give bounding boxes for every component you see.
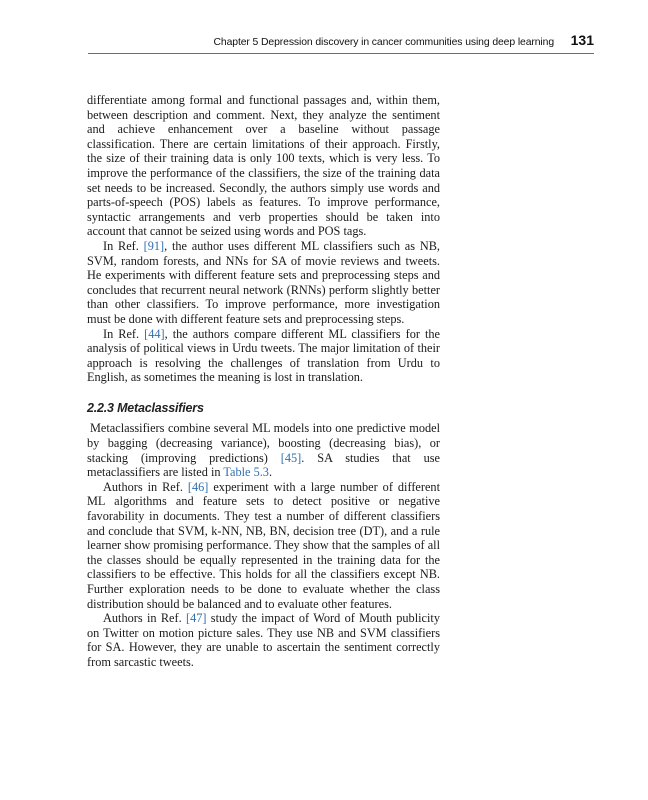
text-run: , the authors compare different ML classifiers for the analysis of political views in Urdu tweets. The major limitation of their approach is resolving the challenges of translation from Urdu to English, as sometimes the meaning is lost in translation.: [87, 326, 440, 385]
paragraph-ref-91: [87, 239, 440, 327]
text-run: In Ref.: [103, 238, 144, 253]
text-run: Authors in Ref.: [103, 611, 186, 626]
chapter-title: Chapter 5 Depression discovery in cancer communities using deep learning: [213, 37, 554, 48]
paragraph-ref-47: [87, 611, 440, 669]
text-run: experiment with a large number of different ML algorithms and feature sets to detect positive or negative favorability in documents. They test a number of different classifiers and conclude that SVM, k-NN, NB, BN, decision tree (DT), and a rule learner show promising performance. They show that the samples of all the classes should be equally represented in the training data for the classifiers to be effective. This holds for all the classifiers except NB. Further exploration needs to be done to evaluate whether the class distribution should be balanced and to evaluate other features.: [87, 479, 440, 611]
citation-link-45[interactable]: [45]: [280, 450, 302, 465]
text-run: , the author uses different ML classifiers such as NB, SVM, random forests, and NNs for SA of movie reviews and tweets. He experiments with different feature sets and preprocessing steps and concludes that recurrent neural network (RNNs) perform slightly better than other classifiers. To improve performance, more investigation must be done with different feature sets and preprocessing steps.: [87, 238, 440, 326]
paragraph-ref-44: [87, 327, 440, 385]
running-header: [88, 31, 594, 54]
table-link-5-3[interactable]: Table 5.3: [223, 465, 269, 480]
text-run: Authors in Ref.: [103, 479, 188, 494]
paragraph-continued: differentiate among formal and functional passages and, within them, between description and comment. Next, they analyze the sentiment and achieve enhancement over a baseline without passage classification. There are certain limitations of their approach. Firstly, the size of their training data is only 100 texts, which is very less. To improve the performance of the classifiers, the size of the training data set needs to be increased. Secondly, the authors simply use words and parts-of-speech (POS) labels as features. To improve performance, syntactic arrangements and verb properties should be taken into account that cannot be seized using words and POS tags.: [87, 93, 440, 239]
citation-link-46[interactable]: [46]: [187, 479, 209, 494]
section-heading: 2.2.3 Metaclassifiers: [87, 400, 204, 415]
text-run: .: [268, 465, 273, 480]
body-text: [87, 93, 440, 670]
paragraph-ref-46: [87, 480, 440, 611]
text-run: . SA studies that use metaclassifiers are listed in: [87, 450, 440, 480]
citation-link-44[interactable]: [44]: [144, 326, 165, 341]
page-number: 131: [570, 32, 594, 48]
citation-link-47[interactable]: [47]: [185, 611, 207, 626]
paragraph-metaclassifiers: [87, 421, 440, 479]
text-run: Metaclassifiers combine several ML models into one predictive model by bagging (decreasing variance), boosting (decreasing bias), or stacking (improving predictions): [87, 421, 440, 465]
citation-link-91[interactable]: [91]: [143, 238, 165, 253]
text-run: study the impact of Word of Mouth publicity on Twitter on motion picture sales. They use NB and SVM classifiers for SA. However, they are unable to ascertain the sentiment correctly from sarcastic tweets.: [87, 611, 440, 669]
text-run: In Ref.: [103, 326, 145, 341]
